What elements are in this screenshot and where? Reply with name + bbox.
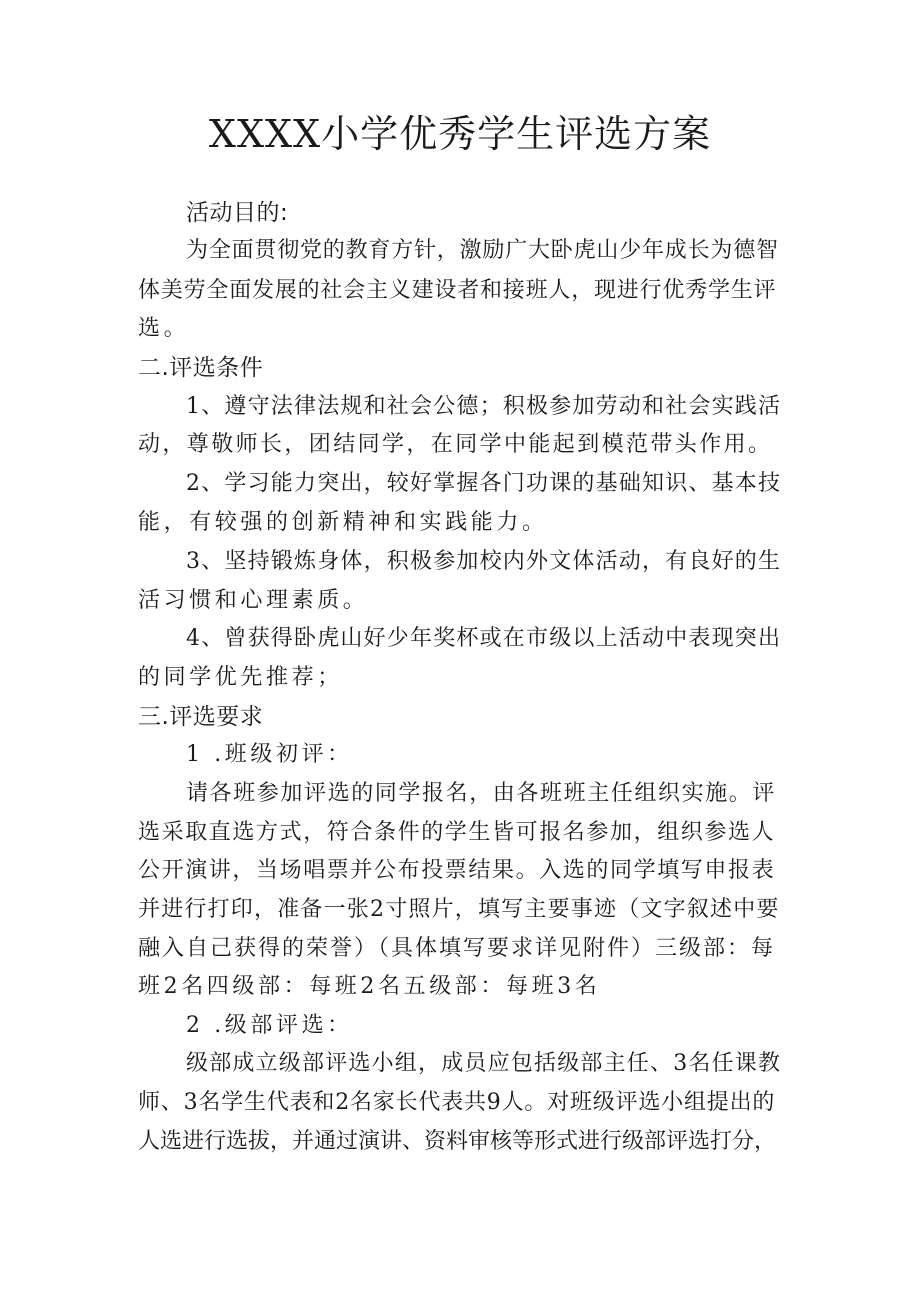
paragraph-line: 公开演讲，当场唱票并公布投票结果。入选的同学填写申报表 <box>138 858 776 883</box>
document-title: XXXX小学优秀学生评选方案 <box>208 112 712 156</box>
subsection-heading: 1 .班级初评： <box>186 742 353 767</box>
paragraph-line: 班2名四级部：每班2名五级部：每班3名 <box>138 974 601 999</box>
paragraph-line: 选采取直选方式，符合条件的学生皆可报名参加，组织参选人 <box>138 820 776 845</box>
paragraph-line: 3、坚持锻炼身体，积极参加校内外文体活动，有良好的生 <box>186 549 782 574</box>
paragraph-line: 为全面贯彻党的教育方针，激励广大卧虎山少年成长为德智 <box>186 238 779 263</box>
paragraph-line: 级部成立级部评选小组，成员应包括级部主任、3名任课教 <box>186 1051 782 1076</box>
section-heading-purpose: 活动目的: <box>186 200 289 226</box>
paragraph-line: 2、学习能力突出，较好掌握各门功课的基础知识、基本技 <box>186 471 782 496</box>
paragraph-line: 能，有较强的创新精神和实践能力。 <box>138 510 548 535</box>
paragraph-line: 的同学优先推荐； <box>138 665 343 690</box>
paragraph-line: 请各班参加评选的同学报名，由各班班主任组织实施。评 <box>186 781 777 806</box>
section-heading-requirements: 三.评选要求 <box>138 704 264 730</box>
paragraph-line: 动，尊敬师长，团结同学，在同学中能起到模范带头作用。 <box>138 432 773 457</box>
paragraph-line: 1、遵守法律法规和社会公德；积极参加劳动和社会实践活 <box>186 394 782 419</box>
paragraph-line: 师、3名学生代表和2名家长代表共9人。对班级评选小组提出的 <box>138 1090 776 1115</box>
paragraph-line: 并进行打印，准备一张2寸照片，填写主要事迹（文字叙述中要 <box>138 897 780 922</box>
paragraph-line: 融入自己获得的荣誉）（具体填写要求详见附件）三级部：每 <box>138 936 776 961</box>
paragraph-line: 体美劳全面发展的社会主义建设者和接班人，现进行优秀学生评 <box>138 278 777 303</box>
paragraph-line: 4、曾获得卧虎山好少年奖杯或在市级以上活动中表现突出 <box>186 626 782 651</box>
paragraph-line: 人选进行选拔，并通过演讲、资料审核等形式进行级部评选打分， <box>138 1129 777 1154</box>
subsection-heading: 2 .级部评选： <box>186 1013 353 1038</box>
paragraph-line: 活习惯和心理素质。 <box>138 588 369 613</box>
section-heading-criteria: 二.评选条件 <box>138 355 264 381</box>
paragraph-line: 选。 <box>138 316 190 341</box>
